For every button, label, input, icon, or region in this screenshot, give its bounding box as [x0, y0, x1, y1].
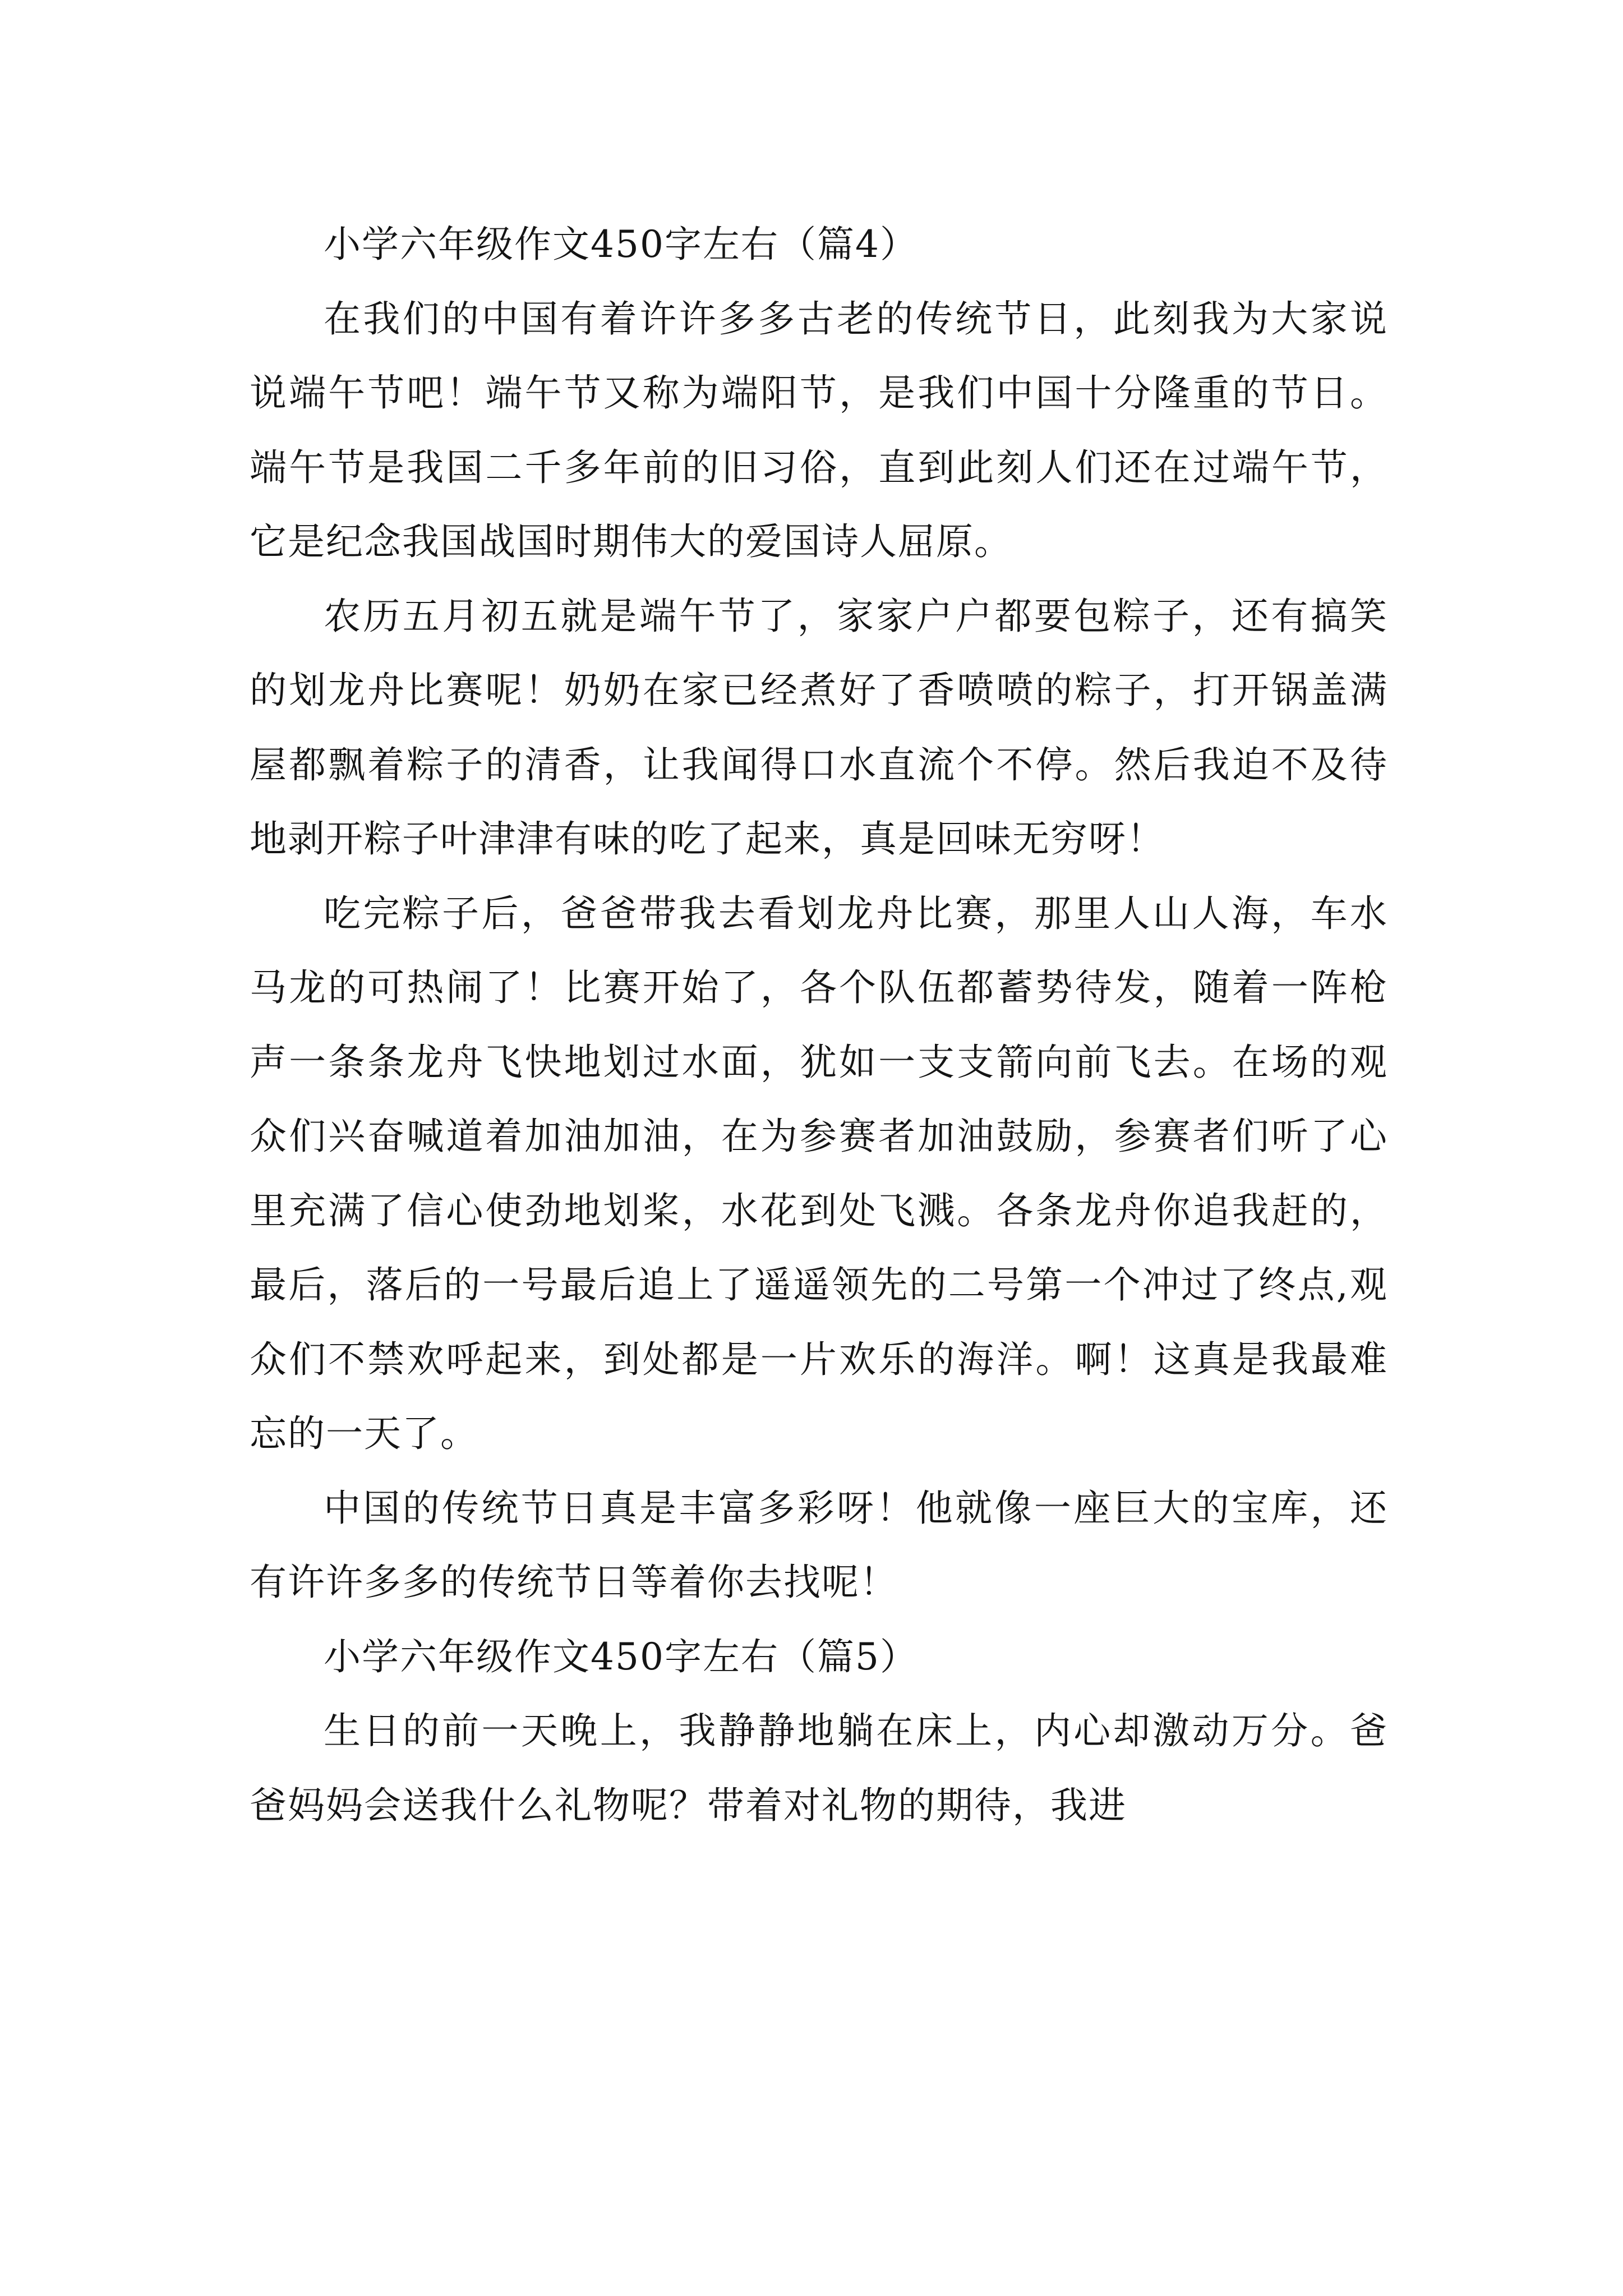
paragraph-zongzi: 农历五月初五就是端午节了，家家户户都要包粽子，还有搞笑的划龙舟比赛呢！奶奶在家已经煮好了香喷喷的粽子，打开锅盖满屋都飘着粽子的清香，让我闻得口水直流个不停。然后我迫不及待地剥开粽子叶津津有味的吃了起来，真是回味无穷呀！ — [250, 594, 1388, 861]
document-body — [250, 208, 1388, 1843]
essay-heading-4: 小学六年级作文450字左右（篇4） — [324, 223, 918, 266]
paragraph-intro: 在我们的中国有着许许多多古老的传统节日，此刻我为大家说说端午节吧！端午节又称为端阳节，是我们中国十分隆重的节日。端午节是我国二千多年前的旧习俗，直到此刻人们还在过端午节，它是纪念我国战国时期伟大的爱国诗人屈原。 — [250, 297, 1388, 563]
paragraph-conclusion: 中国的传统节日真是丰富多彩呀！他就像一座巨大的宝库，还有许许多多的传统节日等着你去找呢！ — [250, 1486, 1388, 1604]
essay-heading-5: 小学六年级作文450字左右（篇5） — [324, 1635, 918, 1678]
paragraph-birthday: 生日的前一天晚上，我静静地躺在床上，内心却激动万分。爸爸妈妈会送我什么礼物呢？带着对礼物的期待，我进 — [250, 1709, 1388, 1827]
paragraph-dragon-boat: 吃完粽子后，爸爸带我去看划龙舟比赛，那里人山人海，车水马龙的可热闹了！比赛开始了，各个队伍都蓄势待发，随着一阵枪声一条条龙舟飞快地划过水面，犹如一支支箭向前飞去。在场的观众们兴奋喊道着加油加油，在为参赛者加油鼓励，参赛者们听了心里充满了信心使劲地划桨，水花到处飞溅。各条龙舟你追我赶的，最后，落后的一号最后追上了遥遥领先的二号第一个冲过了终点,观众们不禁欢呼起来，到处都是一片欢乐的海洋。啊！这真是我最难忘的一天了。 — [250, 891, 1388, 1455]
